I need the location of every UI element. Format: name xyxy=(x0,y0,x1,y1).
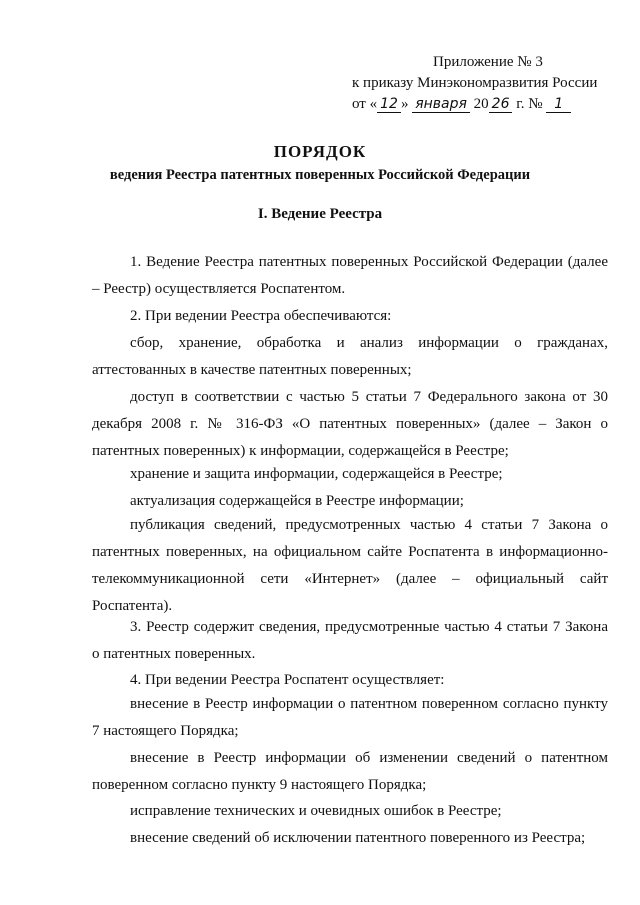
order-date-line xyxy=(352,94,597,115)
paragraph: внесение в Реестр информации об изменении сведений о патентном поверенном согласно пункту 9 настоящего Порядка; xyxy=(92,750,608,793)
paragraph: 4. При ведении Реестра Роспатент осуществляет: xyxy=(130,672,445,688)
paragraph: 2. При ведении Реестра обеспечиваются: xyxy=(130,308,392,324)
handwritten-day: 12 xyxy=(377,96,401,113)
paragraph: 1. Ведение Реестра патентных поверенных Российской Федерации (далее – Реестр) осуществляется Роспатентом. xyxy=(92,254,608,297)
handwritten-order-number: 1 xyxy=(546,96,571,113)
date-year-unit: г. № xyxy=(516,96,543,112)
appendix-number: Приложение № 3 xyxy=(433,54,543,70)
paragraph: публикация сведений, предусмотренных частью 4 статьи 7 Закона о патентных поверенных, на официальном сайте Роспатента в информационно-телекоммуникационной сети «Интернет» (далее – официальный сайт Роспатента). xyxy=(92,517,608,614)
document-subtitle: ведения Реестра патентных поверенных Российской Федерации xyxy=(109,167,531,183)
order-reference: к приказу Минэкономразвития России xyxy=(352,75,598,91)
paragraph: хранение и защита информации, содержащейся в Реестре; xyxy=(130,466,503,482)
handwritten-month: января xyxy=(412,96,470,113)
paragraph: доступ в соответствии с частью 5 статьи 7 Федерального закона от 30 декабря 2008 г. № 316-ФЗ «О патентных поверенных» (далее – Закон о патентных поверенных) к информации, содержащейся в Реестре; xyxy=(92,389,608,459)
paragraph: 3. Реестр содержит сведения, предусмотренные частью 4 статьи 7 Закона о патентных поверенных. xyxy=(92,619,608,662)
handwritten-year: 26 xyxy=(489,96,513,113)
paragraph: актуализация содержащейся в Реестре информации; xyxy=(130,493,464,509)
paragraph: внесение сведений об исключении патентного поверенного из Реестра; xyxy=(130,830,586,846)
date-mid: » xyxy=(400,96,409,112)
paragraph: исправление технических и очевидных ошибок в Реестре; xyxy=(130,803,502,819)
document-title: ПОРЯДОК xyxy=(273,142,367,161)
date-year-prefix: 20 xyxy=(473,96,489,112)
date-prefix: от « xyxy=(352,96,378,112)
appendix-header xyxy=(352,52,598,115)
paragraph: сбор, хранение, обработка и анализ информации о гражданах, аттестованных в качестве патентных поверенных; xyxy=(92,335,608,378)
section-heading: I. Ведение Реестра xyxy=(257,206,383,222)
paragraph: внесение в Реестр информации о патентном поверенном согласно пункту 7 настоящего Порядка; xyxy=(92,696,608,739)
